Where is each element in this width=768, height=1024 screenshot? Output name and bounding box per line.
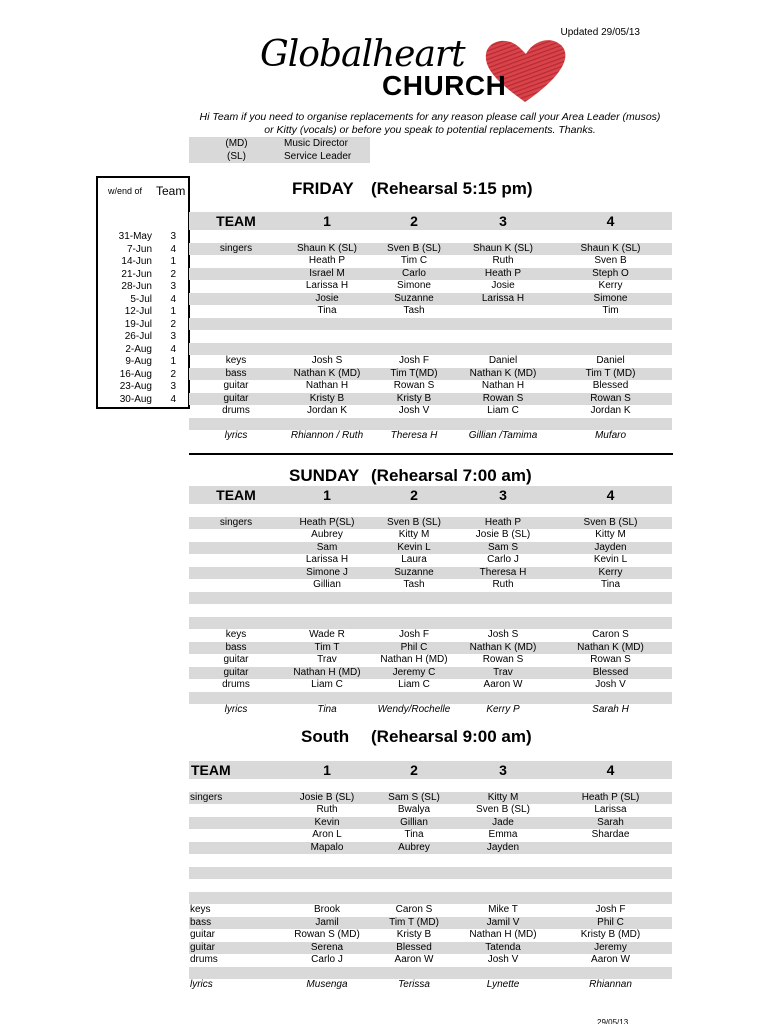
person-cell: Laura: [401, 554, 427, 565]
role-cell: bass: [225, 641, 247, 653]
table-row: [189, 929, 672, 942]
person-cell: Rowan S: [393, 380, 435, 391]
notice-line-1: Hi Team if you need to organise replacements for any reason please call your Area Leader (musos): [199, 111, 661, 123]
weekend-team: 3: [170, 381, 176, 392]
person-cell: Caron S: [592, 629, 629, 640]
south-roster: [189, 761, 672, 992]
weekend-header: w/end of: [108, 186, 143, 196]
person-cell: Jordan K: [306, 405, 348, 416]
person-cell: Larissa: [594, 804, 627, 815]
weekend-date: 5-Jul: [130, 293, 152, 305]
roster-header-row: [189, 486, 672, 504]
person-cell: Suzanne: [394, 566, 434, 578]
role-cell: drums: [190, 954, 218, 965]
person-cell: Emma: [488, 829, 518, 840]
team-number: 4: [606, 213, 615, 229]
person-cell: Josie B (SL): [475, 529, 531, 540]
team-label: TEAM: [191, 762, 231, 778]
section-title: FRIDAY: [292, 179, 354, 198]
team-number: 3: [499, 487, 507, 503]
person-cell: Mike T: [488, 904, 518, 915]
person-cell: Gillian: [313, 579, 341, 590]
table-row: [189, 917, 672, 930]
person-cell: Heath P (SL): [581, 791, 640, 803]
person-cell: Jade: [492, 816, 514, 828]
person-cell: Liam C: [311, 679, 343, 690]
weekend-team: 3: [170, 331, 176, 342]
person-cell: Jeremy C: [392, 666, 436, 678]
team-label: TEAM: [216, 213, 256, 229]
person-cell: Ruth: [492, 255, 514, 266]
table-row: [189, 954, 672, 967]
role-cell: guitar: [223, 380, 249, 391]
person-cell: Sam S: [487, 541, 518, 553]
person-cell: Nathan K (MD): [469, 641, 537, 653]
person-cell: Carlo J: [487, 554, 519, 565]
role-cell: guitar: [190, 929, 216, 940]
role-cell: lyrics: [190, 979, 213, 990]
updated-date: Updated 29/05/13: [560, 27, 640, 38]
table-row: [189, 542, 672, 555]
person-cell: Aubrey: [398, 841, 430, 853]
table-row: [189, 854, 672, 867]
person-cell: Lynette: [486, 979, 520, 990]
person-cell: Aaron W: [483, 679, 523, 690]
role-cell: guitar: [190, 941, 216, 953]
table-row: [189, 842, 672, 855]
weekend-team: 4: [170, 393, 176, 405]
table-row: [189, 567, 672, 580]
person-cell: Aron L: [312, 829, 342, 840]
legend-meaning: Service Leader: [284, 151, 352, 162]
weekend-team: 1: [170, 306, 176, 317]
person-cell: Josh S: [311, 355, 343, 366]
person-cell: Nathan H: [305, 380, 349, 391]
legend: [189, 137, 370, 163]
table-row: [189, 817, 672, 830]
table-row: [189, 654, 672, 667]
role-cell: guitar: [223, 392, 249, 404]
table-row: [189, 243, 672, 256]
person-cell: Shaun K (SL): [580, 242, 641, 254]
weekend-team: 3: [170, 231, 176, 242]
person-cell: Kristy B: [309, 392, 345, 404]
person-cell: Nathan H (MD): [380, 654, 448, 665]
weekend-row: [98, 381, 188, 394]
person-cell: Jayden: [486, 841, 520, 853]
section-divider: [189, 453, 673, 455]
weekend-rows: [98, 231, 188, 406]
table-row: [189, 517, 672, 530]
table-row: [189, 280, 672, 293]
role-cell: bass: [190, 916, 212, 928]
team-number: 4: [606, 762, 615, 778]
person-cell: Kitty M: [487, 791, 519, 803]
team-header: Team: [156, 184, 186, 198]
person-cell: Simone J: [306, 566, 348, 578]
person-cell: Rowan S: [590, 654, 631, 665]
person-cell: Josh F: [398, 629, 429, 640]
legend-code: (SL): [227, 151, 246, 162]
weekend-date: 19-Jul: [124, 318, 152, 330]
person-cell: Rowan S (MD): [294, 929, 360, 940]
weekend-date: 30-Aug: [119, 393, 152, 405]
person-cell: Liam C: [487, 405, 519, 416]
table-row: [189, 867, 672, 880]
notice-line-2: or Kitty (vocals) or before you speak to potential replacements. Thanks.: [264, 124, 596, 136]
table-row: [189, 430, 672, 443]
roster-header-row: [189, 761, 672, 779]
person-cell: Nathan H (MD): [293, 666, 361, 678]
weekend-row: [98, 306, 188, 319]
person-cell: Tim C: [400, 255, 428, 266]
table-row: [189, 504, 672, 517]
weekend-row: [98, 231, 188, 244]
table-row: [189, 629, 672, 642]
role-cell: lyrics: [224, 430, 248, 441]
person-cell: Wade R: [309, 629, 345, 640]
person-cell: Liam C: [398, 679, 430, 690]
person-cell: Simone: [397, 280, 431, 291]
weekend-row: [98, 331, 188, 344]
roster-header-row: [189, 212, 672, 230]
person-cell: Mapalo: [310, 841, 344, 853]
table-row: [189, 679, 672, 692]
team-number: 2: [410, 762, 418, 778]
team-number: 4: [606, 487, 615, 503]
person-cell: Rhiannon / Ruth: [290, 430, 364, 441]
person-cell: Ruth: [492, 579, 514, 590]
logo-church-text: CHURCH: [382, 70, 507, 101]
person-cell: Tina: [317, 704, 337, 715]
person-cell: Mufaro: [594, 430, 627, 441]
table-row: [189, 779, 672, 792]
weekend-team: 1: [170, 256, 176, 267]
weekend-team: 2: [170, 368, 176, 380]
weekend-team: 3: [170, 281, 176, 292]
person-cell: Josie: [315, 292, 339, 304]
person-cell: Carlo J: [311, 954, 343, 965]
person-cell: Kristy B (MD): [580, 929, 641, 940]
person-cell: Aaron W: [394, 954, 434, 965]
person-cell: Bwalya: [397, 804, 431, 815]
person-cell: Nathan H (MD): [469, 929, 537, 940]
person-cell: Aubrey: [311, 529, 343, 540]
person-cell: Larissa H: [305, 554, 349, 565]
person-cell: Tina: [317, 305, 337, 316]
weekend-team: 2: [170, 318, 176, 330]
person-cell: Josh V: [595, 679, 626, 690]
person-cell: Sven B (SL): [387, 242, 441, 254]
role-cell: guitar: [223, 666, 249, 678]
legend-row: [189, 150, 370, 163]
person-cell: Nathan K (MD): [469, 367, 537, 379]
table-row: [189, 268, 672, 281]
role-cell: singers: [219, 242, 253, 254]
role-cell: singers: [219, 516, 253, 528]
weekend-team: 4: [170, 243, 176, 255]
person-cell: Daniel: [488, 355, 518, 366]
person-cell: Tina: [600, 579, 621, 590]
table-row: [189, 318, 672, 331]
rehearsal-time: (Rehearsal 5:15 pm): [371, 179, 533, 198]
person-cell: Aaron W: [591, 954, 630, 965]
person-cell: Heath P(SL): [299, 516, 355, 528]
person-cell: Musenga: [306, 979, 348, 990]
person-cell: Tim T(MD): [390, 367, 438, 379]
weekend-date: 31-May: [118, 231, 152, 242]
person-cell: Tim T (MD): [585, 367, 636, 379]
person-cell: Steph O: [592, 267, 629, 279]
weekend-date: 9-Aug: [125, 356, 152, 367]
table-row: [189, 967, 672, 980]
person-cell: Josh F: [595, 904, 626, 915]
person-cell: Blessed: [396, 941, 432, 953]
role-cell: keys: [225, 629, 247, 640]
table-row: [189, 330, 672, 343]
person-cell: Kerry P: [486, 704, 520, 715]
person-cell: Rowan S: [482, 392, 524, 404]
table-row: [189, 380, 672, 393]
table-row: [189, 642, 672, 655]
logo-script-text: Globalheart: [260, 34, 465, 75]
person-cell: Jamil V: [486, 916, 520, 928]
person-cell: Sam S (SL): [388, 791, 440, 803]
person-cell: Tash: [403, 305, 425, 316]
person-cell: Nathan K (MD): [293, 367, 361, 379]
role-cell: drums: [222, 405, 250, 416]
weekend-row: [98, 269, 188, 282]
section-title: SUNDAY: [289, 466, 360, 485]
team-number: 2: [410, 213, 418, 229]
table-row: [189, 343, 672, 356]
person-cell: Kevin L: [397, 541, 431, 553]
person-cell: Josie: [491, 280, 515, 291]
weekend-row: [98, 281, 188, 294]
person-cell: Phil C: [400, 641, 428, 653]
person-cell: Gillian /Tamima: [468, 430, 538, 441]
person-cell: Phil C: [597, 916, 624, 928]
person-cell: Tash: [403, 579, 425, 590]
person-cell: Tina: [404, 829, 424, 840]
footer-date: 29/05/13: [597, 1018, 629, 1024]
person-cell: Kevin: [314, 816, 340, 828]
person-cell: Rowan S: [482, 654, 524, 665]
sunday-roster: [189, 486, 672, 717]
weekend-date: 23-Aug: [119, 381, 152, 392]
weekend-row: [98, 294, 188, 307]
person-cell: Larissa H: [481, 292, 525, 304]
table-row: [189, 529, 672, 542]
weekend-team: 4: [170, 343, 176, 355]
person-cell: Trav: [317, 654, 337, 665]
table-row: [189, 579, 672, 592]
weekend-date: 16-Aug: [119, 368, 152, 380]
person-cell: Gillian: [400, 816, 428, 828]
table-row: [189, 368, 672, 381]
weekend-date: 12-Jul: [124, 306, 152, 317]
table-row: [189, 942, 672, 955]
table-row: [189, 792, 672, 805]
rehearsal-time: (Rehearsal 7:00 am): [371, 466, 532, 485]
person-cell: Kevin L: [593, 554, 628, 565]
person-cell: Jayden: [594, 541, 627, 553]
table-row: [189, 393, 672, 406]
table-row: [189, 255, 672, 268]
person-cell: Shaun K (SL): [472, 242, 534, 254]
person-cell: Larissa H: [305, 280, 349, 291]
table-row: [189, 305, 672, 318]
person-cell: Wendy/Rochelle: [377, 704, 451, 715]
person-cell: Sven B (SL): [583, 516, 638, 528]
team-number: 1: [323, 762, 331, 778]
table-row: [189, 554, 672, 567]
section-title: South: [301, 727, 350, 746]
team-number: 1: [323, 213, 331, 229]
table-row: [189, 604, 672, 617]
person-cell: Sven B (SL): [476, 804, 530, 815]
legend-code: (MD): [225, 138, 248, 149]
weekend-date: 14-Jun: [121, 256, 152, 267]
person-cell: Jordan K: [590, 405, 631, 416]
person-cell: Blessed: [592, 380, 629, 391]
weekend-team: 1: [170, 356, 176, 367]
weekend-row: [98, 319, 188, 332]
table-row: [189, 829, 672, 842]
person-cell: Nathan K (MD): [577, 641, 644, 653]
person-cell: Tim T: [314, 641, 340, 653]
person-cell: Suzanne: [394, 292, 434, 304]
table-row: [189, 405, 672, 418]
person-cell: Kerry: [598, 566, 623, 578]
person-cell: Serena: [310, 941, 344, 953]
person-cell: Rhiannan: [589, 979, 632, 990]
person-cell: Josh S: [487, 629, 519, 640]
table-row: [189, 904, 672, 917]
table-row: [189, 804, 672, 817]
table-row: [189, 592, 672, 605]
person-cell: Kitty M: [595, 529, 626, 540]
weekend-row: [98, 256, 188, 269]
person-cell: Theresa H: [479, 566, 527, 578]
person-cell: Josie B (SL): [299, 791, 355, 803]
person-cell: Tim: [602, 305, 619, 316]
person-cell: Caron S: [395, 904, 433, 915]
person-cell: Sven B (SL): [387, 516, 441, 528]
weekend-date: 28-Jun: [121, 281, 152, 292]
table-row: [189, 892, 672, 905]
table-row: [189, 355, 672, 368]
legend-meaning: Music Director: [284, 138, 348, 149]
person-cell: Tim T (MD): [389, 916, 439, 928]
table-row: [189, 293, 672, 306]
person-cell: Heath P: [484, 267, 522, 279]
person-cell: Jamil: [315, 916, 339, 928]
person-cell: Josh F: [398, 355, 429, 366]
legend-row: [189, 137, 370, 150]
person-cell: Shardae: [591, 829, 630, 840]
table-row: [189, 667, 672, 680]
table-row: [189, 617, 672, 630]
weekend-date: 7-Jun: [126, 243, 152, 255]
table-row: [189, 418, 672, 431]
person-cell: Josh V: [398, 405, 430, 416]
person-cell: Blessed: [592, 666, 629, 678]
team-number: 2: [410, 487, 418, 503]
person-cell: Simone: [593, 292, 628, 304]
person-cell: Brook: [313, 904, 341, 915]
person-cell: Trav: [493, 666, 513, 678]
team-number: 3: [499, 762, 507, 778]
role-cell: guitar: [223, 654, 249, 665]
table-row: [189, 230, 672, 243]
rehearsal-time: (Rehearsal 9:00 am): [371, 727, 532, 746]
weekend-row: [98, 344, 188, 357]
person-cell: Israel M: [309, 267, 345, 279]
person-cell: Jeremy: [594, 941, 627, 953]
role-cell: bass: [225, 367, 247, 379]
weekend-row: [98, 356, 188, 369]
person-cell: Sarah: [597, 816, 624, 828]
table-row: [189, 692, 672, 705]
role-cell: keys: [225, 355, 247, 366]
person-cell: Sarah H: [592, 704, 629, 715]
table-row: [189, 704, 672, 717]
role-cell: keys: [190, 904, 211, 915]
person-cell: Kitty M: [398, 529, 430, 540]
team-number: 3: [499, 213, 507, 229]
church-logo: [252, 36, 564, 104]
weekend-team: 2: [170, 268, 176, 280]
person-cell: Kristy B: [396, 392, 432, 404]
person-cell: Nathan H: [481, 380, 525, 391]
weekend-date: 26-Jul: [124, 331, 152, 342]
person-cell: Josh V: [487, 954, 519, 965]
role-cell: singers: [190, 791, 223, 803]
person-cell: Shaun K (SL): [296, 242, 358, 254]
table-row: [189, 879, 672, 892]
person-cell: Terissa: [398, 979, 430, 990]
role-cell: lyrics: [224, 704, 248, 715]
friday-roster: [189, 212, 672, 443]
person-cell: Daniel: [596, 355, 625, 366]
person-cell: Heath P: [484, 516, 522, 528]
person-cell: Sven B: [594, 255, 627, 266]
weekend-row: [98, 244, 188, 257]
weekend-date: 21-Jun: [121, 268, 152, 280]
person-cell: Theresa H: [390, 430, 438, 441]
person-cell: Heath P: [308, 255, 346, 266]
table-row: [189, 979, 672, 992]
person-cell: Tatenda: [485, 941, 521, 953]
team-label: TEAM: [216, 487, 256, 503]
person-cell: Carlo: [402, 267, 426, 279]
weekend-row: [98, 369, 188, 382]
person-cell: Kristy B: [396, 929, 432, 940]
weekend-date: 2-Aug: [125, 343, 152, 355]
weekend-team-table: [96, 176, 190, 409]
weekend-row: [98, 394, 188, 407]
person-cell: Kerry: [598, 280, 623, 291]
role-cell: drums: [222, 679, 250, 690]
person-cell: Sam: [316, 541, 338, 553]
person-cell: Rowan S: [590, 392, 631, 404]
person-cell: Ruth: [316, 804, 338, 815]
weekend-team: 4: [170, 293, 176, 305]
team-number: 1: [323, 487, 331, 503]
